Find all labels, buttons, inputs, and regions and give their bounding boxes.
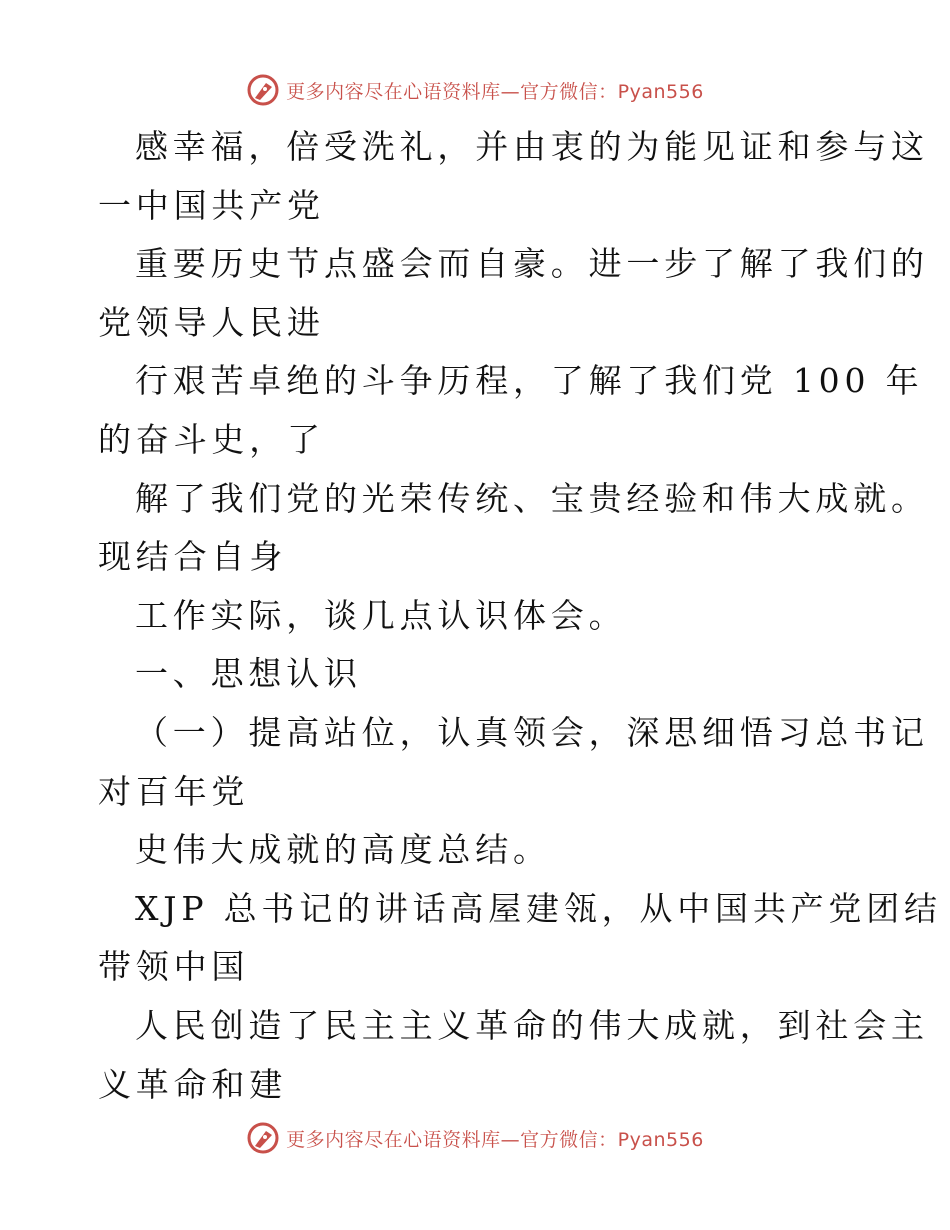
document-body <box>98 118 942 1114</box>
text-line: 的奋斗史，了 <box>98 419 325 459</box>
text-line: 一、思想认识 <box>135 654 362 694</box>
text-line: 一中国共产党 <box>98 185 325 225</box>
text-line: 感幸福，倍受洗礼，并由衷的为能见证和参与这 <box>135 127 929 166</box>
text-line: 现结合自身 <box>98 537 287 577</box>
text-line: 史伟大成就的高度总结。 <box>135 830 551 870</box>
footer-banner-text: 更多内容尽在心语资料库—官方微信：Pyan556 <box>286 1128 704 1151</box>
text-line: 解了我们党的光荣传统、宝贵经验和伟大成就。 <box>135 478 929 518</box>
pen-nib-logo-icon <box>246 1121 280 1155</box>
text-line: 重要历史节点盛会而自豪。进一步了解了我们的 <box>135 244 929 284</box>
text-line: XJP 总书记的讲话高屋建瓴，从中国共产党团结 <box>135 888 942 928</box>
header-banner-text: 更多内容尽在心语资料库—官方微信：Pyan556 <box>286 80 704 103</box>
text-line: 工作实际，谈几点认识体会。 <box>135 595 627 635</box>
text-line: 带领中国 <box>98 947 250 987</box>
pen-nib-logo-icon <box>246 73 280 107</box>
header-banner <box>0 70 950 110</box>
text-line: 人民创造了民主主义革命的伟大成就，到社会主 <box>135 1005 929 1045</box>
text-line: 党领导人民进 <box>98 302 325 342</box>
text-line: 行艰苦卓绝的斗争历程，了解了我们党 100 年 <box>135 361 924 401</box>
footer-banner <box>0 1118 950 1158</box>
text-line: 对百年党 <box>98 771 250 811</box>
text-line: （一）提高站位，认真领会，深思细悟习总书记 <box>135 712 929 752</box>
text-line: 义革命和建 <box>98 1064 287 1104</box>
